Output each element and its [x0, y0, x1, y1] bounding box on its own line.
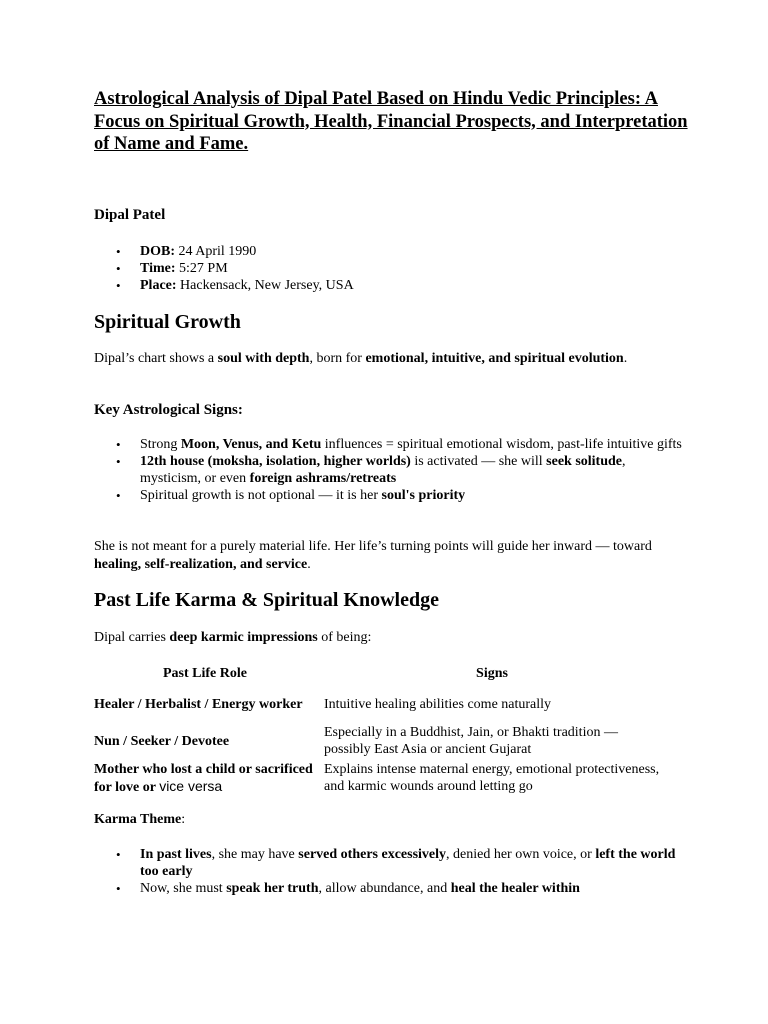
table-header: Past Life Role — [163, 665, 247, 681]
time-label: Time: — [140, 261, 176, 276]
emphasis: left the world too early — [140, 847, 676, 879]
table-row — [92, 685, 666, 723]
emphasis: In past lives — [140, 847, 212, 862]
text: Dipal’s chart shows a — [94, 351, 218, 366]
spiritual-intro — [94, 350, 654, 368]
text: , mysticism, or even — [140, 454, 626, 486]
text: Spiritual growth is not optional — it is her — [140, 488, 382, 503]
emphasis: foreign ashrams/retreats — [249, 471, 397, 486]
section-heading-spiritual: Spiritual Growth — [94, 311, 241, 333]
past-life-intro — [94, 629, 654, 647]
role-text: Mother who lost a child or sacrificed for love or — [94, 761, 313, 795]
table-row — [92, 723, 666, 759]
text: is activated — she will — [410, 454, 547, 469]
list-item — [94, 487, 684, 504]
karma-theme-label — [94, 811, 185, 829]
place-value: Hackensack, New Jersey, USA — [176, 278, 354, 293]
emphasis: Moon, Venus, and Ketu — [180, 437, 322, 452]
emphasis: seek solitude — [546, 454, 622, 469]
role-text-sans: vice versa — [159, 777, 223, 794]
document-title: Astrological Analysis of Dipal Patel Based on Hindu Vedic Principles: A Focus on Spiritual Growth, Health, Financial Prospects, and Interpretation of Name and Fame. — [94, 89, 688, 154]
emphasis: soul with depth — [217, 351, 310, 366]
dob-label: DOB: — [140, 244, 175, 259]
karma-theme-list — [94, 846, 684, 897]
list-item — [94, 453, 684, 487]
person-name: Dipal Patel — [94, 207, 166, 223]
section-heading-past-life: Past Life Karma & Spiritual Knowledge — [94, 589, 439, 611]
list-item — [94, 846, 684, 880]
emphasis: speak her truth — [226, 881, 319, 896]
list-item — [94, 277, 694, 294]
text: . — [623, 351, 628, 366]
emphasis: Karma Theme — [94, 812, 182, 827]
text: , born for — [309, 351, 366, 366]
table-row — [92, 759, 666, 797]
key-signs-list — [94, 436, 684, 504]
key-signs-heading: Key Astrological Signs: — [94, 402, 243, 418]
birth-details-list — [94, 243, 694, 294]
table-header-row — [92, 661, 666, 685]
table-cell-role: Nun / Seeker / Devotee — [94, 733, 230, 749]
text: She is not meant for a purely material life. Her life’s turning points will guide her inward — toward — [94, 539, 652, 554]
list-item — [94, 880, 684, 897]
table-cell-signs: Intuitive healing abilities come naturally — [324, 696, 552, 712]
list-item — [94, 436, 684, 453]
text: : — [181, 812, 186, 827]
text: influences = spiritual emotional wisdom, past-life intuitive gifts — [321, 437, 682, 452]
time-value: 5:27 PM — [175, 261, 228, 276]
table-cell-role — [92, 759, 318, 797]
emphasis: deep karmic impressions — [169, 630, 318, 645]
emphasis: emotional, intuitive, and spiritual evolution — [365, 351, 624, 366]
emphasis: 12th house (moksha, isolation, higher worlds) — [140, 454, 411, 469]
text: Strong — [140, 437, 181, 452]
past-life-table — [92, 661, 666, 797]
emphasis: heal the healer within — [450, 881, 580, 896]
text: Now, she must — [140, 881, 227, 896]
emphasis: soul's priority — [381, 488, 466, 503]
text: of being: — [317, 630, 372, 645]
spiritual-closing — [94, 538, 674, 574]
text: , she may have — [211, 847, 299, 862]
list-item — [94, 260, 694, 277]
place-label: Place: — [140, 278, 177, 293]
text: , allow abundance, and — [318, 881, 451, 896]
text: , denied her own voice, or — [446, 847, 596, 862]
table-cell-signs: Especially in a Buddhist, Jain, or Bhakti tradition — possibly East Asia or ancient Gujarat — [324, 725, 618, 757]
table-cell-role: Healer / Herbalist / Energy worker — [94, 696, 303, 712]
text: . — [307, 557, 311, 572]
emphasis: healing, self-realization, and service — [94, 557, 308, 572]
list-item — [94, 243, 694, 260]
table-header: Signs — [476, 665, 508, 681]
dob-value: 24 April 1990 — [175, 244, 257, 259]
text: Dipal carries — [94, 630, 170, 645]
emphasis: served others excessively — [298, 847, 447, 862]
table-cell-signs: Explains intense maternal energy, emotional protectiveness, and karmic wounds around letting go — [324, 762, 660, 794]
